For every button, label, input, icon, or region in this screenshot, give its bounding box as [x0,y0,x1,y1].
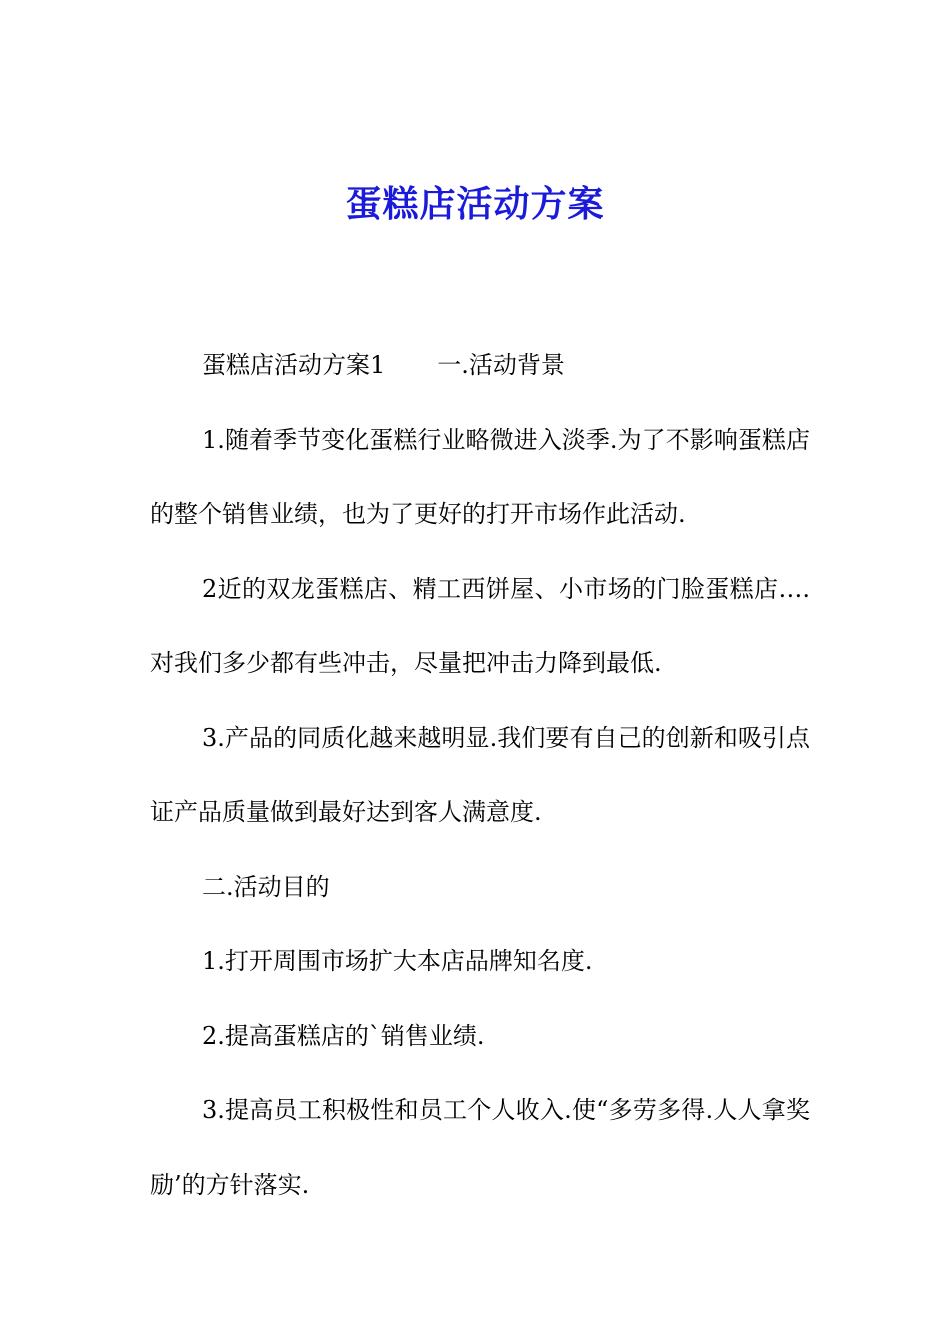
paragraph-background-2: 2近的双龙蛋糕店、精工西饼屋、小市场的门脸蛋糕店….对我们多少都有些冲击，尽量把冲击力降到最低. [150,574,810,677]
section-heading-background: 一.活动背景 [437,351,565,379]
paragraph-purpose-2: 2.提高蛋糕店的`销售业绩. [202,1021,485,1050]
paragraph-purpose-3: 3.提高员工积极性和员工个人收入.使“多劳多得.人人拿奖励’的方针落实. [150,1096,810,1199]
document-body [150,328,810,1222]
paragraph-purpose-1: 1.打开周围市场扩大本店品牌知名度. [202,947,593,975]
document-title: 蛋糕店活动方案 [345,183,605,225]
intro-heading: 蛋糕店活动方案1 [202,351,386,379]
intro-paragraph [150,328,810,403]
paragraph-background-1: 1.随着季节变化蛋糕行业略微进入淡季.为了不影响蛋糕店的整个销售业绩，也为了更好的打开市场作此活动. [150,425,810,528]
section-heading-purpose: 二.活动目的 [202,872,330,901]
paragraph-background-3: 3.产品的同质化越来越明显.我们要有自己的创新和吸引点证产品质量做到最好达到客人满意度. [150,723,810,826]
